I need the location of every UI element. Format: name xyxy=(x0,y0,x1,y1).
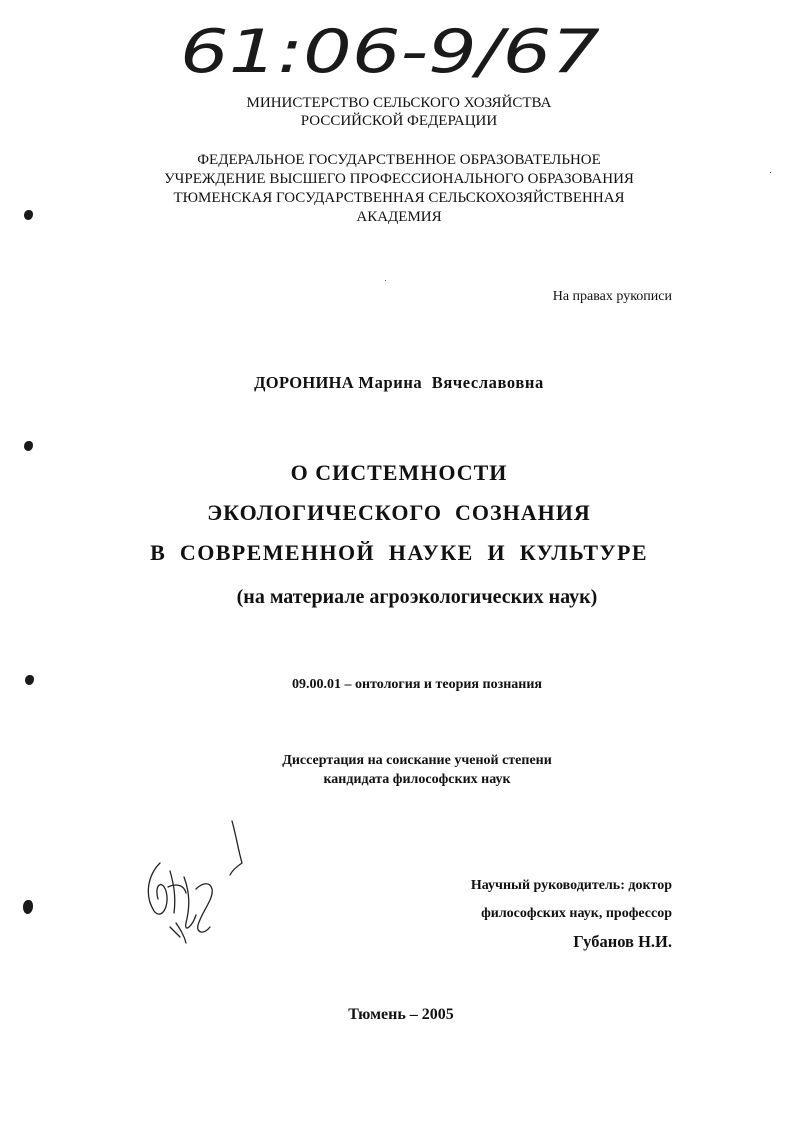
degree-line: кандидата философских наук xyxy=(323,772,511,787)
rights-notice: На правах рукописи xyxy=(552,289,672,304)
title-line: В СОВРЕМЕННОЙ НАУКЕ И КУЛЬТУРЕ xyxy=(150,540,648,565)
city-year: Тюмень – 2005 xyxy=(348,1006,454,1023)
specialty-code: 09.00.01 – онтология и теория познания xyxy=(292,677,542,692)
author-surname: ДОРОНИНА xyxy=(254,373,354,392)
title-line: О СИСТЕМНОСТИ xyxy=(290,460,508,485)
ministry-line: МИНИСТЕРСТВО СЕЛЬСКОГО ХОЗЯЙСТВА xyxy=(246,95,552,111)
institution-line: УЧРЕЖДЕНИЕ ВЫСШЕГО ПРОФЕССИОНАЛЬНОГО ОБРАЗОВАНИЯ xyxy=(164,171,634,187)
dissertation-subtitle: (на материале агроэкологических наук) xyxy=(236,586,598,608)
institution-line: ТЮМЕНСКАЯ ГОСУДАРСТВЕННАЯ СЕЛЬСКОХОЗЯЙСТВЕННАЯ xyxy=(173,190,625,206)
handwritten-signature xyxy=(140,815,260,945)
ministry-header xyxy=(0,94,798,130)
scan-speck xyxy=(385,280,386,281)
punch-hole-mark xyxy=(24,441,33,451)
supervisor-line: Научный руководитель: доктор xyxy=(470,878,672,893)
scientific-supervisor xyxy=(471,872,672,956)
author-given-names: Марина Вячеславовна xyxy=(358,373,544,392)
degree-statement xyxy=(0,751,798,789)
title-line: ЭКОЛОГИЧЕСКОГО СОЗНАНИЯ xyxy=(207,500,591,525)
institution-line: ФЕДЕРАЛЬНОЕ ГОСУДАРСТВЕННОЕ ОБРАЗОВАТЕЛЬНОЕ xyxy=(197,152,601,168)
supervisor-name: Губанов Н.И. xyxy=(573,932,672,951)
institution-line: АКАДЕМИЯ xyxy=(356,209,442,225)
degree-line: Диссертация на соискание ученой степени xyxy=(282,753,552,768)
dissertation-title xyxy=(0,453,798,573)
handwritten-archive-code xyxy=(178,10,608,90)
svg-text:61:06-9/67: 61:06-9/67 xyxy=(180,17,600,87)
author-name xyxy=(0,373,798,393)
punch-hole-mark xyxy=(23,900,33,914)
institution-header xyxy=(0,151,798,227)
ministry-line: РОССИЙСКОЙ ФЕДЕРАЦИИ xyxy=(300,113,498,129)
supervisor-line: философских наук, профессор xyxy=(481,906,672,921)
